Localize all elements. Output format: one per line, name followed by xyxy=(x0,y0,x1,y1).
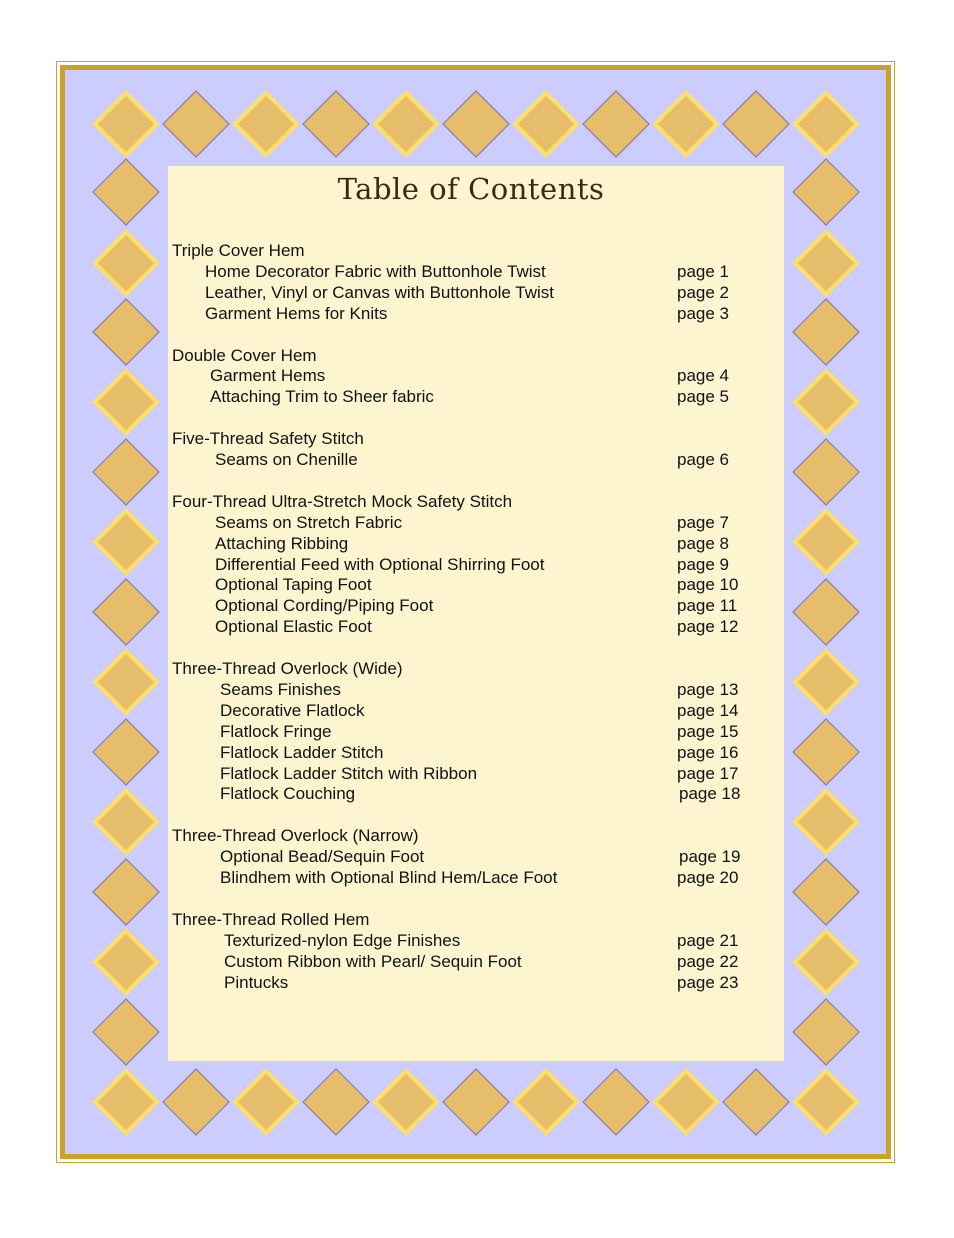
border-diamond-bottom xyxy=(443,1069,509,1135)
border-diamond-bottom xyxy=(795,1071,857,1133)
border-diamond-right xyxy=(793,299,859,365)
toc-entry-page: page 6 xyxy=(677,450,729,469)
toc-section-heading: Three-Thread Rolled Hem xyxy=(172,909,370,929)
toc-entry-page: page 5 xyxy=(677,387,729,407)
toc-entry-page: page 9 xyxy=(677,554,729,574)
border-diamond-right xyxy=(793,859,859,925)
toc-entry-page: page 19 xyxy=(679,847,741,867)
toc-entry-label: Attaching Ribbing xyxy=(215,533,349,553)
toc-entry-page: page 3 xyxy=(677,303,729,323)
toc-entry-label: Pintucks xyxy=(224,972,289,992)
border-diamond-right xyxy=(795,791,857,853)
toc-entry-page: page 15 xyxy=(677,721,739,741)
border-diamond-bottom xyxy=(655,1071,717,1133)
toc-entry-label: Optional Elastic Foot xyxy=(215,617,372,637)
toc-entry-label: Decorative Flatlock xyxy=(220,700,365,720)
toc-entry-label: Home Decorator Fabric with Buttonhole Twist xyxy=(205,261,546,281)
border-diamond-right xyxy=(795,651,857,713)
border-diamond-right xyxy=(795,511,857,573)
border-diamond-left xyxy=(93,579,159,645)
border-diamond-left xyxy=(93,719,159,785)
border-diamond-left xyxy=(93,159,159,225)
border-diamond-top xyxy=(95,93,157,155)
toc-section-heading: Three-Thread Overlock (Wide) xyxy=(172,659,403,678)
toc-entry-label: Leather, Vinyl or Canvas with Buttonhole Twist xyxy=(205,282,555,302)
border-diamond-bottom xyxy=(375,1071,437,1133)
toc-entry-label: Blindhem with Optional Blind Hem/Lace Foot xyxy=(220,868,558,887)
border-diamond-bottom xyxy=(723,1069,789,1135)
border-diamond-left xyxy=(95,931,157,993)
toc-entry-label: Garment Hems for Knits xyxy=(205,303,388,323)
toc-entry-page: page 18 xyxy=(679,784,741,804)
toc-entry-page: page 23 xyxy=(677,972,739,992)
toc-entry-label: Optional Taping Foot xyxy=(215,575,372,595)
border-diamond-right xyxy=(795,931,857,993)
toc-entry-page: page 16 xyxy=(677,742,739,762)
toc-entry-label: Flatlock Ladder Stitch with Ribbon xyxy=(220,763,478,783)
border-diamond-bottom xyxy=(235,1071,297,1133)
border-diamond-left xyxy=(95,791,157,853)
toc-entry-page: page 13 xyxy=(677,679,739,699)
border-diamond-bottom xyxy=(515,1071,577,1133)
border-diamond-left xyxy=(95,371,157,433)
border-diamond-right xyxy=(795,371,857,433)
border-diamond-top xyxy=(235,93,297,155)
border-diamond-top xyxy=(515,93,577,155)
toc-entry-page: page 10 xyxy=(677,575,739,595)
toc-section-heading: Double Cover Hem xyxy=(172,345,317,365)
toc-entry-page: page 20 xyxy=(677,868,739,887)
toc-entry-page: page 8 xyxy=(677,533,729,553)
toc-entry-label: Seams on Chenille xyxy=(215,450,358,469)
border-diamond-left xyxy=(95,511,157,573)
border-diamond-top xyxy=(443,91,509,157)
border-diamond-right xyxy=(795,232,857,294)
toc-entry-label: Differential Feed with Optional Shirring Foot xyxy=(215,554,545,574)
toc-entry-page: page 7 xyxy=(677,512,729,532)
toc-entry-page: page 11 xyxy=(677,596,738,616)
toc-entry-page: page 21 xyxy=(677,930,739,950)
border-diamond-top xyxy=(723,91,789,157)
toc-entry-page: page 22 xyxy=(677,951,739,971)
toc-entry-label: Flatlock Fringe xyxy=(220,721,332,741)
border-diamond-top xyxy=(795,93,857,155)
toc-entry-label: Custom Ribbon with Pearl/ Sequin Foot xyxy=(224,951,522,971)
border-diamond-right xyxy=(793,719,859,785)
toc-section-heading: Three-Thread Overlock (Narrow) xyxy=(172,826,419,846)
toc-entry-label: Attaching Trim to Sheer fabric xyxy=(210,387,434,407)
border-diamond-top xyxy=(163,91,229,157)
border-diamond-top xyxy=(303,91,369,157)
border-diamond-left xyxy=(95,232,157,294)
toc-entry-label: Texturized-nylon Edge Finishes xyxy=(224,930,461,950)
toc-entry-page: page 2 xyxy=(677,282,729,302)
border-diamond-bottom xyxy=(303,1069,369,1135)
toc-entry-label: Seams on Stretch Fabric xyxy=(215,512,403,532)
toc-section-heading: Four-Thread Ultra-Stretch Mock Safety Stitch xyxy=(172,491,513,511)
toc-section-heading: Five-Thread Safety Stitch xyxy=(172,429,364,449)
border-diamond-left xyxy=(93,999,159,1065)
border-diamond-bottom xyxy=(95,1071,157,1133)
toc-entry-label: Optional Bead/Sequin Foot xyxy=(220,847,425,867)
toc-entry-page: page 14 xyxy=(677,700,739,720)
border-diamond-right xyxy=(793,439,859,505)
border-diamond-left xyxy=(95,651,157,713)
toc-entry-label: Garment Hems xyxy=(210,366,326,386)
toc-section-heading: Triple Cover Hem xyxy=(172,241,305,260)
border-diamond-left xyxy=(93,439,159,505)
border-diamond-bottom xyxy=(583,1069,649,1135)
toc-entry-page: page 12 xyxy=(677,617,739,637)
border-diamond-left xyxy=(93,299,159,365)
border-diamond-right xyxy=(793,159,859,225)
border-diamond-top xyxy=(375,93,437,155)
toc-entry-page: page 1 xyxy=(677,261,729,281)
border-diamond-right xyxy=(793,999,859,1065)
border-diamond-top xyxy=(655,93,717,155)
border-diamond-left xyxy=(93,859,159,925)
page-title: Table of Contents xyxy=(337,172,605,206)
border-diamond-right xyxy=(793,579,859,645)
toc-entry-label: Flatlock Couching xyxy=(220,784,356,804)
toc-entry-page: page 17 xyxy=(677,763,739,783)
toc-entry-page: page 4 xyxy=(677,366,729,386)
border-diamond-top xyxy=(583,91,649,157)
toc-entry-label: Flatlock Ladder Stitch xyxy=(220,742,384,762)
toc-entry-label: Seams Finishes xyxy=(220,679,341,699)
border-diamond-bottom xyxy=(163,1069,229,1135)
toc-entry-label: Optional Cording/Piping Foot xyxy=(215,596,434,616)
